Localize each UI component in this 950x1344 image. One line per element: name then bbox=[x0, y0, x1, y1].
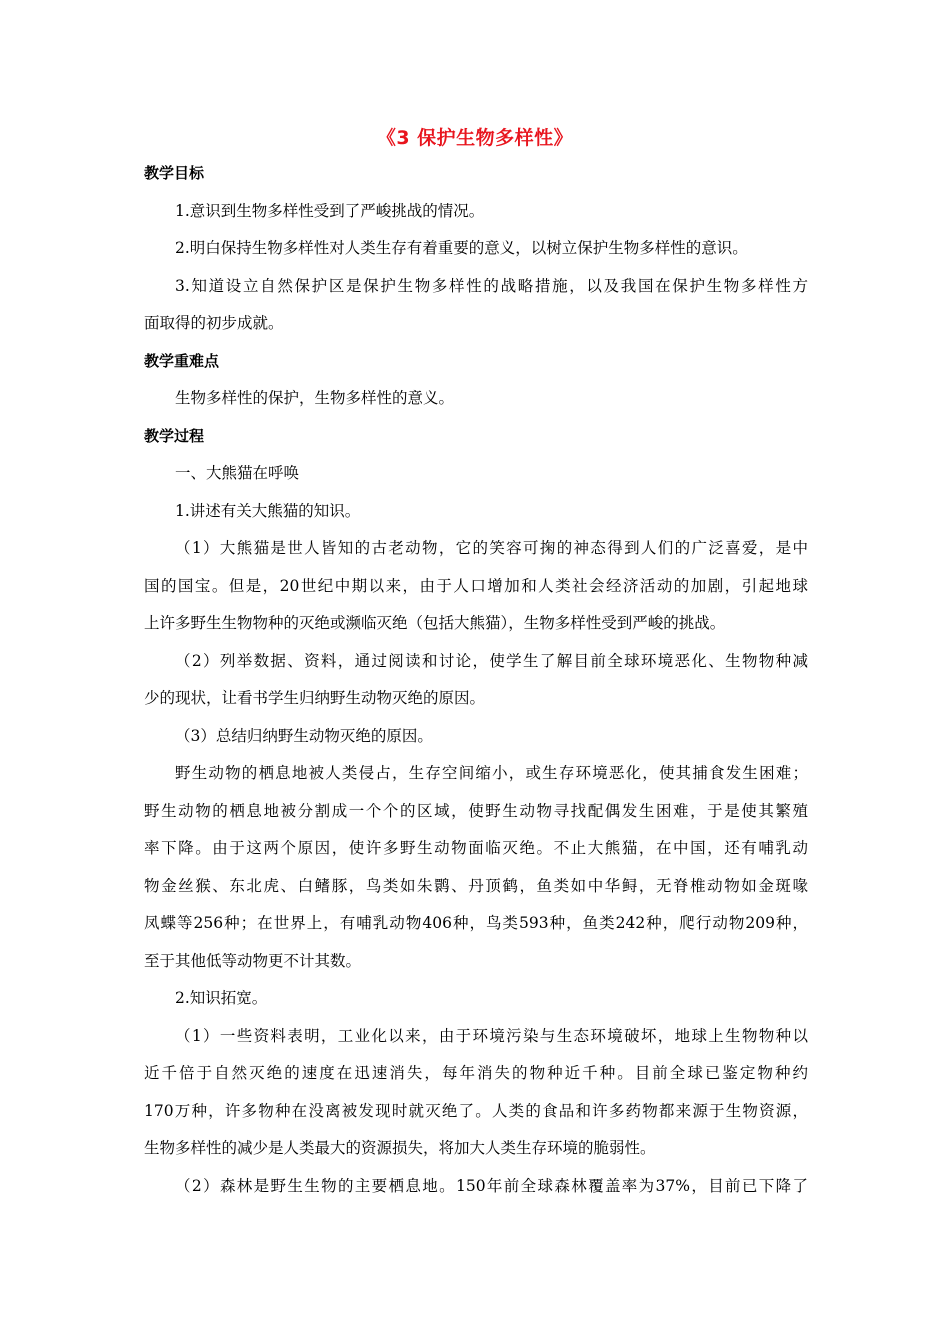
paragraph-line: 一、大熊猫在呼唤 bbox=[175, 464, 300, 482]
paragraph-line: 率下降。由于这两个原因，使许多野生动物面临灭绝。不止大熊猫，在中国，还有哺乳动 bbox=[144, 839, 808, 857]
paragraph-line: （1）大熊猫是世人皆知的古老动物，它的笑容可掬的神态得到人们的广泛喜爱，是中 bbox=[175, 539, 808, 557]
paragraph-line: （2）列举数据、资料，通过阅读和讨论，使学生了解目前全球环境恶化、生物物种减 bbox=[175, 651, 808, 670]
paragraph-line: 2.知识拓宽。 bbox=[175, 989, 268, 1007]
paragraph-line: 生物多样性的减少是人类最大的资源损失，将加大人类生存环境的脆弱性。 bbox=[144, 1139, 656, 1157]
paragraph-line: 少的现状，让看书学生归纳野生动物灭绝的原因。 bbox=[144, 689, 486, 707]
section-heading: 教学目标 bbox=[144, 164, 205, 182]
paragraph-line: 2.明白保持生物多样性对人类生存有着重要的意义，以树立保护生物多样性的意识。 bbox=[175, 239, 748, 257]
section-heading: 教学重难点 bbox=[144, 351, 220, 370]
paragraph-line: 国的国宝。但是，20世纪中期以来，由于人口增加和人类社会经济活动的加剧，引起地球 bbox=[144, 576, 808, 595]
document-body bbox=[144, 160, 808, 1210]
paragraph-line: 凤蝶等256种；在世界上，有哺乳动物406种，鸟类593种，鱼类242种，爬行动物209种， bbox=[144, 914, 808, 932]
section-heading: 教学过程 bbox=[144, 426, 205, 445]
paragraph-line: 至于其他低等动物更不计其数。 bbox=[144, 951, 362, 970]
paragraph-line: 野生动物的栖息地被人类侵占，生存空间缩小，或生存环境恶化，使其捕食发生困难； bbox=[175, 764, 808, 782]
paragraph-line: （3）总结归纳野生动物灭绝的原因。 bbox=[175, 726, 433, 745]
paragraph-line: 面取得的初步成就。 bbox=[144, 314, 284, 332]
paragraph-line: 物金丝猴、东北虎、白鳍豚，鸟类如朱鹮、丹顶鹤，鱼类如中华鲟，无脊椎动物如金斑喙 bbox=[144, 876, 808, 895]
paragraph-line: （2）森林是野生生物的主要栖息地。150年前全球森林覆盖率为37%，目前已下降了 bbox=[175, 1176, 808, 1195]
paragraph-line: 上许多野生生物物种的灭绝或濒临灭绝（包括大熊猫），生物多样性受到严峻的挑战。 bbox=[144, 614, 726, 632]
paragraph-line: （1）一些资料表明，工业化以来，由于环境污染与生态环境破坏，地球上生物物种以 bbox=[175, 1026, 808, 1045]
paragraph-line: 3.知道设立自然保护区是保护生物多样性的战略措施，以及我国在保护生物多样性方 bbox=[175, 276, 808, 295]
paragraph-line: 生物多样性的保护，生物多样性的意义。 bbox=[175, 389, 455, 407]
paragraph-line: 近千倍于自然灭绝的速度在迅速消失，每年消失的物种近千种。目前全球已鉴定物种约 bbox=[144, 1064, 808, 1082]
paragraph-line: 170万种，许多物种在没离被发现时就灭绝了。人类的食品和许多药物都来源于生物资源， bbox=[144, 1101, 808, 1120]
paragraph-line: 野生动物的栖息地被分割成一个个的区域，使野生动物寻找配偶发生困难，于是使其繁殖 bbox=[144, 801, 808, 820]
paragraph-line: 1.讲述有关大熊猫的知识。 bbox=[175, 501, 361, 520]
paragraph-line: 1.意识到生物多样性受到了严峻挑战的情况。 bbox=[175, 201, 485, 220]
document-title: 《3 保护生物多样性》 bbox=[376, 127, 574, 149]
